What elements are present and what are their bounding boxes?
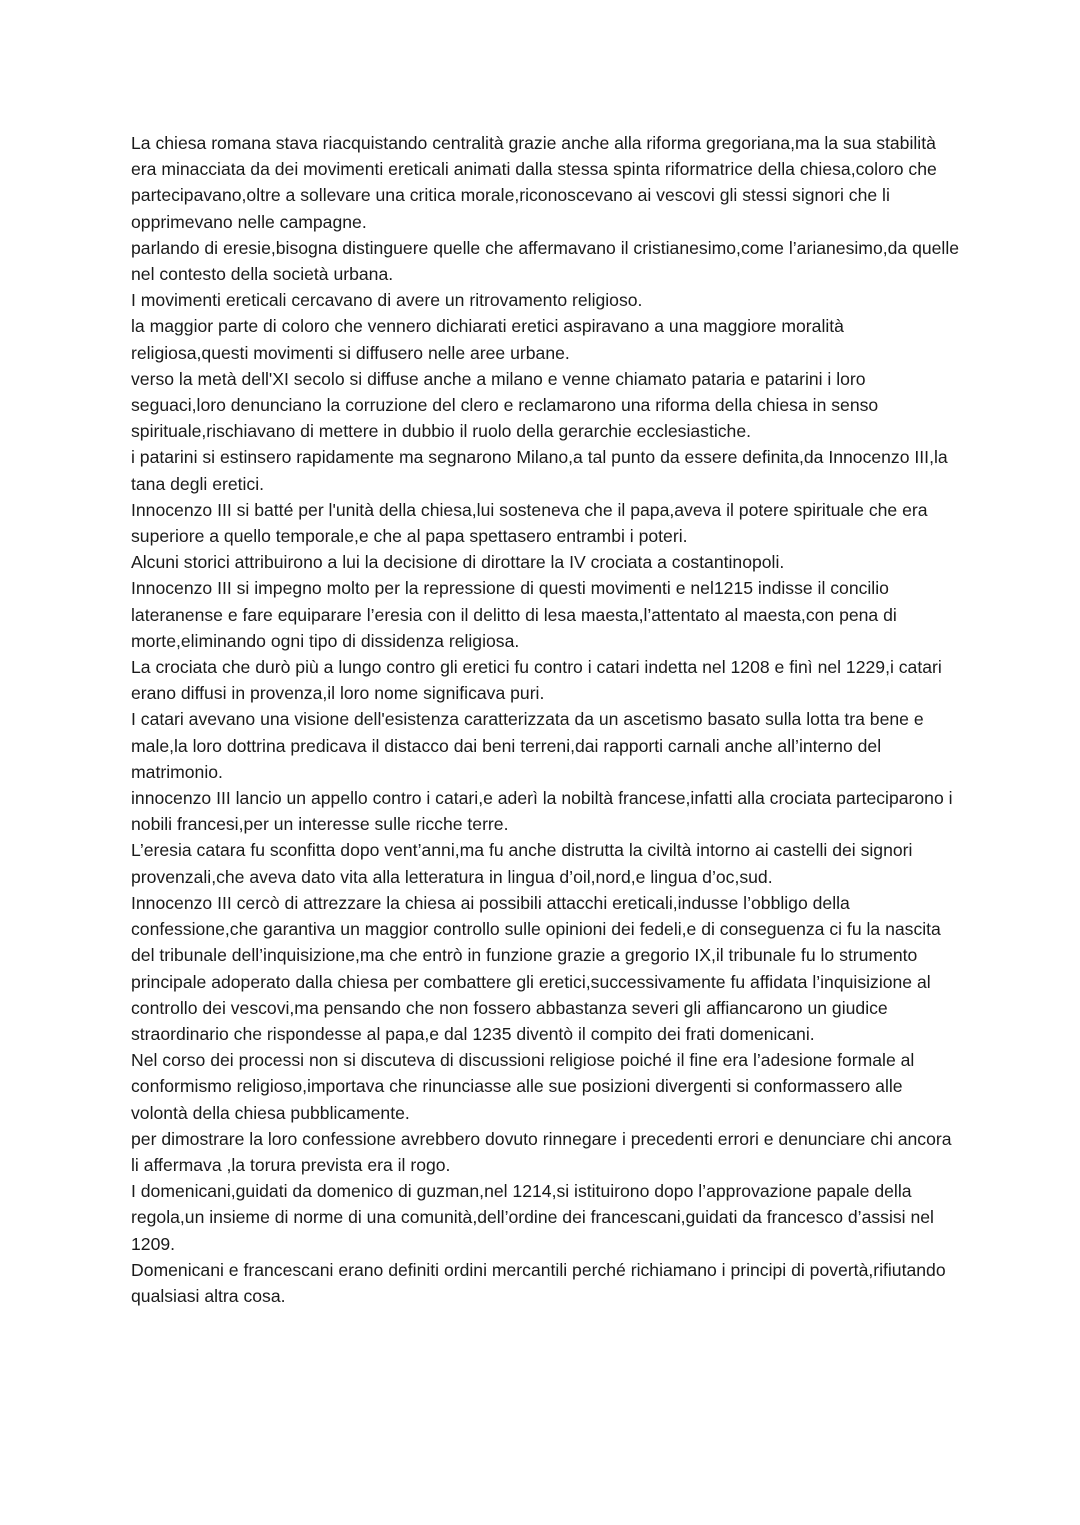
paragraph: innocenzo III lancio un appello contro i catari,e aderì la nobiltà francese,infatti alla crociata parteciparono i nobili francesi,per un interesse sulle ricche terre. — [131, 788, 953, 835]
paragraph: parlando di eresie,bisogna distinguere quelle che affermavano il cristianesimo,come l’arianesimo,da quelle nel contesto della società urbana. — [131, 237, 960, 285]
paragraph: La crociata che durò più a lungo contro gli eretici fu contro i catari indetta nel 1208 e finì nel 1229,i catari erano diffusi in provenza,il loro nome significava puri. — [131, 657, 942, 704]
paragraph: Innocenzo III si batté per l'unità della chiesa,lui sosteneva che il papa,aveva il potere spirituale che era superiore a quello temporale,e che al papa spettasero entrambi i poteri. — [131, 499, 928, 547]
paragraph: Domenicani e francescani erano definiti ordini mercantili perché richiamano i principi di povertà,rifiutando qualsiasi altra cosa. — [131, 1259, 946, 1306]
paragraph: I movimenti ereticali cercavano di avere un ritrovamento religioso. — [131, 290, 643, 311]
document-body — [131, 130, 961, 1309]
paragraph: Alcuni storici attribuirono a lui la decisione di dirottare la IV crociata a costantinopoli. — [131, 552, 785, 573]
paragraph: Nel corso dei processi non si discuteva di discussioni religiose poiché il fine era l’adesione formale al conformismo religioso,importava che rinunciasse alle sue posizioni divergenti si conformassero alle volontà della chiesa pubblicamente. — [131, 1050, 915, 1123]
paragraph: I catari avevano una visione dell'esistenza caratterizzata da un ascetismo basato sulla lotta tra bene e male,la loro dottrina predicava il distacco dai beni terreni,dai rapporti carnali anche all’interno del matrimonio. — [131, 709, 924, 782]
paragraph: la maggior parte di coloro che vennero dichiarati eretici aspiravano a una maggiore moralità religiosa,questi movimenti si diffusero nelle aree urbane. — [131, 316, 844, 363]
paragraph: Innocenzo III cercò di attrezzare la chiesa ai possibili attacchi ereticali,indusse l’obbligo della confessione,che garantiva un maggior controllo sulle opinioni dei fedeli,e di conseguenza ci fu la nascita del tribunale dell’inquisizione,ma che entrò in funzione grazie a gregorio IX,il tribunale fu lo strumento principale adoperato dalla chiesa per combattere gli eretici,successivamente fu affidata l’inquisizione al controllo dei vescovi,ma pensando che non fossero abbastanza severi gli affiancarono un giudice straordinario che rispondesse al papa,e dal 1235 diventò il compito dei frati domenicani. — [131, 892, 941, 1044]
paragraph: L’eresia catara fu sconfitta dopo vent’anni,ma fu anche distrutta la civiltà intorno ai castelli dei signori provenzali,che aveva dato vita alla letteratura in lingua d’oil,nord,e lingua d’oc,sud. — [131, 840, 913, 887]
paragraph: La chiesa romana stava riacquistando centralità grazie anche alla riforma gregoriana,ma la sua stabilità era minacciata da dei movimenti ereticali animati dalla stessa spinta riformatrice della chiesa,coloro che partecipavano,oltre a sollevare una critica morale,riconoscevano ai vescovi gli stessi signori che li opprimevano nelle campagne. — [131, 133, 937, 232]
paragraph: I domenicani,guidati da domenico di guzman,nel 1214,si istituirono dopo l’approvazione papale della regola,un insieme di norme di una comunità,dell’ordine dei francescani,guidati da francesco d’assisi nel 1209. — [131, 1181, 934, 1254]
paragraph: per dimostrare la loro confessione avrebbero dovuto rinnegare i precedenti errori e denunciare chi ancora li affermava ,la torura prevista era il rogo. — [131, 1128, 952, 1175]
paragraph: verso la metà dell'XI secolo si diffuse anche a milano e venne chiamato pataria e patarini i loro seguaci,loro denunciano la corruzione del clero e reclamarono una riforma della chiesa in senso spirituale,rischiavano di mettere in dubbio il ruolo della gerarchie ecclesiastiche. — [131, 368, 879, 442]
paragraph: Innocenzo III si impegno molto per la repressione di questi movimenti e nel1215 indisse il concilio lateranense e fare equiparare l’eresia con il delitto di lesa maesta,l’attentato al maesta,con pena di morte,eliminando ogni tipo di dissidenza religiosa. — [131, 578, 897, 651]
paragraph: i patarini si estinsero rapidamente ma segnarono Milano,a tal punto da essere definita,da Innocenzo III,la tana degli eretici. — [131, 447, 948, 494]
